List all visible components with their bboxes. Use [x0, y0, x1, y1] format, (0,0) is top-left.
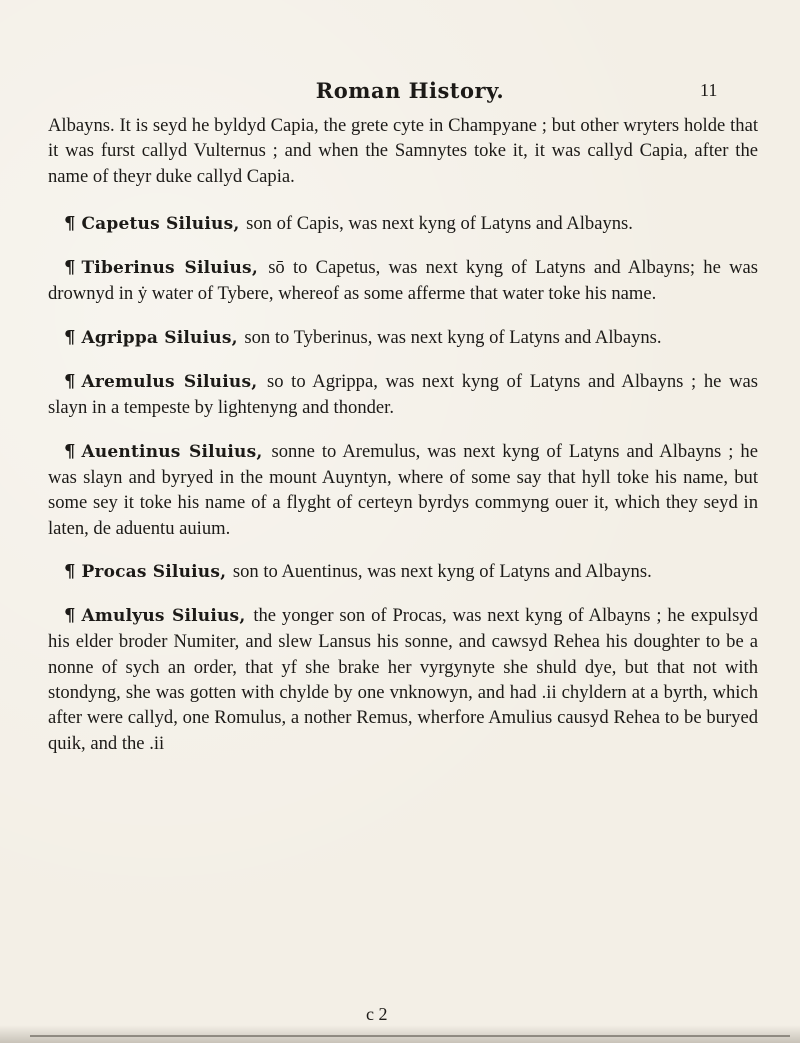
paragraph-text: so to Agrippa, was next kyng of Latyns and Albayns ; he was slayn in a tempeste by lightenyng and thonder. [48, 371, 758, 419]
king-name: Capetus Siluius, [81, 213, 240, 234]
pilcrow-icon: ¶ [64, 560, 76, 582]
page-title: Roman History. [315, 78, 505, 103]
paragraph-auentinus [48, 439, 758, 541]
paragraph-text: son to Tyberinus, was next kyng of Latyns and Albayns. [239, 326, 662, 348]
paragraph-text: sō to Capetus, was next kyng of Latyns and Albayns; he was drownyd in ẏ water of Tybere, whereof as some afferme that water toke his name. [48, 257, 759, 305]
pilcrow-icon: ¶ [64, 326, 76, 348]
paragraph-text: Albayns. It is seyd he byldyd Capia, the grete cyte in Champyane ; but other wryters holde that it was furst callyd Vulternus ; and when the Samnytes toke it, it was callyd Capia, after the name of theyr duke callyd Capia. [48, 115, 758, 187]
paragraph-aremulus [48, 369, 758, 421]
pilcrow-icon: ¶ [64, 440, 76, 462]
page-bottom-edge [0, 1025, 800, 1043]
paragraph-text: son of Capis, was next kyng of Latyns and Albayns. [241, 212, 633, 234]
king-name: Amulyus Siluius, [81, 606, 246, 627]
paragraph-text: sonne to Aremulus, was next kyng of Latyns and Albayns ; he was slayn and byryed in the mount Auyntyn, where of some say that hyll toke his name, but some sey it toke his name of a flyght of certeyn byrdys commyng ouer it, which they seyd in laten, de aduentu auium. [48, 440, 758, 539]
king-name: Agrippa Siluius, [81, 327, 238, 348]
king-name: Procas Siluius, [81, 561, 227, 582]
paragraph-tiberinus [48, 255, 758, 307]
signature-mark: c 2 [366, 1004, 388, 1024]
king-name: Tiberinus Siluius, [81, 258, 258, 279]
king-name: Aremulus Siluius, [81, 372, 258, 393]
pilcrow-icon: ¶ [64, 257, 76, 279]
king-name: Auentinus Siluius, [81, 441, 263, 462]
page-number: 11 [700, 80, 718, 100]
paragraph-text: the yonger son of Procas, was next kyng of Albayns ; he expulsyd his elder broder Numiter, and slew Lansus his sonne, and cawsyd Rehea his doughter to be a nonne of sych an order, that yf she brake her vyrgynyte she shuld dye, but that not with stondyng, she was gotten with chylde by one vnknowyn, and had .ii chyldern at a byrth, which after were callyd, one Romulus, a nother Remus, wherfore Amulius causyd Rehea to be buryed quik, and the .ii [48, 605, 758, 754]
paragraph-amulyus [48, 603, 758, 756]
page-edge-line [30, 1035, 790, 1037]
paragraph-continuation [48, 113, 758, 189]
pilcrow-icon: ¶ [64, 212, 76, 234]
pilcrow-icon: ¶ [64, 605, 76, 627]
running-head [0, 78, 800, 108]
paragraph-procas [48, 559, 758, 585]
paragraph-text: son to Auentinus, was next kyng of Latyns and Albayns. [228, 560, 652, 582]
body-text [48, 113, 758, 774]
paragraph-agrippa [48, 325, 758, 351]
pilcrow-icon: ¶ [64, 371, 76, 393]
paragraph-capetus [48, 211, 758, 237]
